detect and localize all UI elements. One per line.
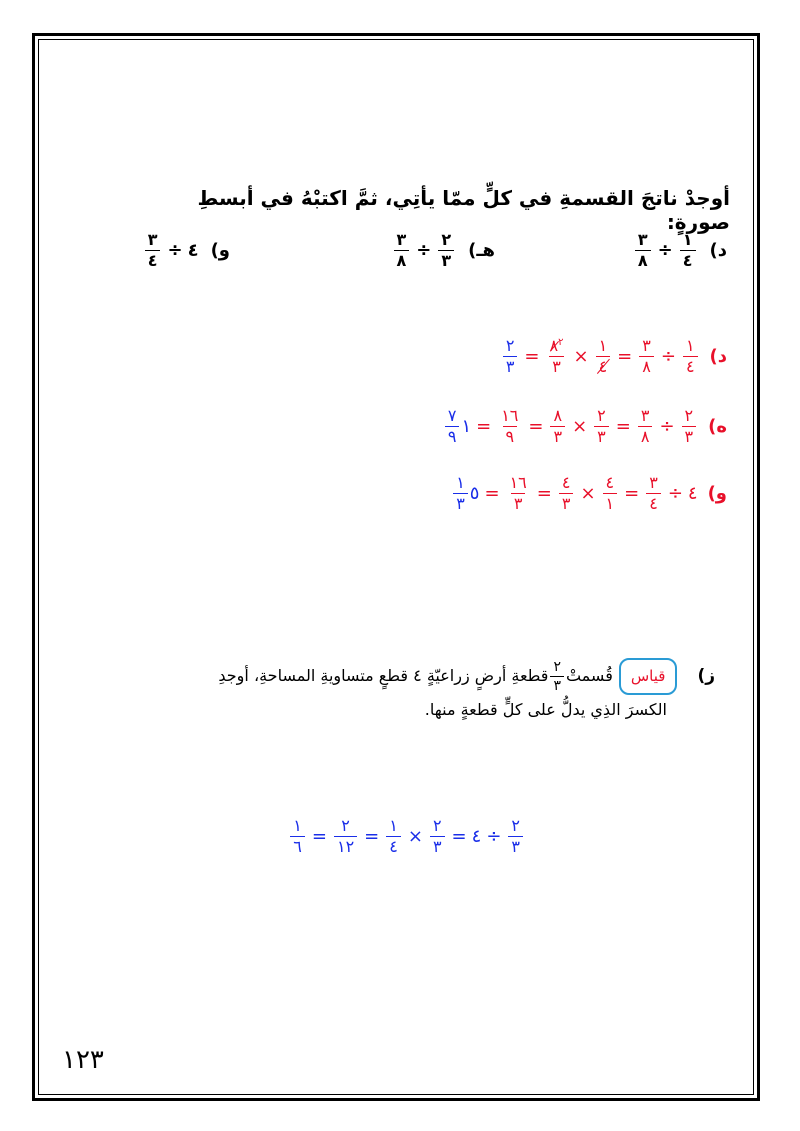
solution-label: ه) [708,416,727,437]
whole-number: ٥ [469,483,480,504]
fraction: $\frac{٢}{٣}$ [430,818,445,855]
fraction: $\frac{^٢٨}{٣}$ [549,336,564,377]
divide-sign: ÷ [657,240,673,261]
fraction: $\frac{١}{٤}$ [680,232,696,269]
fraction: $\frac{٣}{٨}$ [635,232,651,269]
whole-number: ٤ [187,240,199,261]
measurement-badge: قياس [619,658,678,695]
divide-sign: ÷ [416,240,432,261]
fraction: $\frac{٣}{٨}$ [639,338,654,375]
whole-number: ١ [461,416,472,437]
solution-d: د) $\frac{١}{٤}$ ÷ $\frac{٣}{٨}$ = $\frac{١}{٤}$ × $\frac{^٢٨}{٣}$ = $\frac{٢}{٣}$ [501,338,727,375]
fraction: $\frac{٣}{٤}$ [145,232,161,269]
fraction: $\frac{١}{٤}$ [596,338,611,375]
page-number: ١٢٣ [62,1045,104,1075]
solution-h: ه) $\frac{٢}{٣}$ ÷ $\frac{٣}{٨}$ = $\frac{٢}{٣}$ × $\frac{٨}{٣}$ = $\frac{١٦}{٩}$ = ١ $\frac{٧}{٩}$ [443,408,727,445]
question-label: ز) [697,666,715,687]
fraction: $\frac{١٦}{٣}$ [509,473,527,513]
fraction: $\frac{٢}{٣}$ [438,232,454,269]
problem-d [633,232,727,269]
fraction: $\frac{٢}{٣}$ [682,408,697,445]
problem-h [392,232,495,269]
fraction: $\frac{٢}{٣}$ [594,408,609,445]
whole-number: ٤ [687,483,698,504]
problem-w [143,232,230,269]
fraction: $\frac{١٦}{٩}$ [501,406,519,446]
fraction: $\frac{٢}{٣}$ [508,818,523,855]
fraction: $\frac{٢}{١٢}$ [334,818,357,855]
fraction: $\frac{٤}{٣}$ [559,475,574,512]
problem-label: هـ) [468,240,495,261]
problem-label: و) [210,240,230,261]
fraction-result: $\frac{٢}{٣}$ [503,338,518,375]
fraction: $\frac{١}{٤}$ [386,818,401,855]
solution-label: د) [709,346,727,368]
fraction: $\frac{٣}{٨}$ [394,232,410,269]
problem-label: د) [709,240,727,261]
solution-w: و) ٤ ÷ $\frac{٣}{٤}$ = $\frac{٤}{١}$ × $\frac{٤}{٣}$ = $\frac{١٦}{٣}$ = ٥ $\frac{١}{٣}$ [451,475,727,512]
word-solution: $\frac{٢}{٣}$ ÷ ٤ = $\frac{٢}{٣}$ × $\frac{١}{٤}$ = $\frac{٢}{١٢}$ = $\frac{١}{٦}$ [288,818,525,855]
fraction-result: $\frac{٧}{٩}$ [445,408,460,445]
divide-sign: ÷ [167,240,183,261]
fraction: $\frac{٢}{٣}$ [550,660,564,693]
fraction: $\frac{١}{٤}$ [683,338,698,375]
fraction: $\frac{٣}{٨}$ [638,408,653,445]
fraction-result: $\frac{١}{٣}$ [453,475,468,512]
instruction-text: أوجدْ ناتجَ القسمةِ في كلٍّ ممّا يأتِي، ثمَّ اكتبْهُ في أبسطِ صورةٍ: [197,186,730,234]
fraction: $\frac{٤}{١}$ [603,475,618,512]
solution-label: و) [707,483,727,504]
fraction: $\frac{٨}{٣}$ [550,408,565,445]
whole-number: ٤ [471,826,482,847]
fraction-result: $\frac{١}{٦}$ [290,818,305,855]
word-problem: ز) قياس قُسمتْ $\frac{٢}{٣}$ قطعةِ أرضٍ زراعيّةٍ ٤ قطعٍ متساويةِ المساحةِ، أوجدِ الكسرَ الذِي يدلُّ على كلٍّ قطعةٍ منها. [218,658,715,719]
fraction: $\frac{٣}{٤}$ [646,475,661,512]
